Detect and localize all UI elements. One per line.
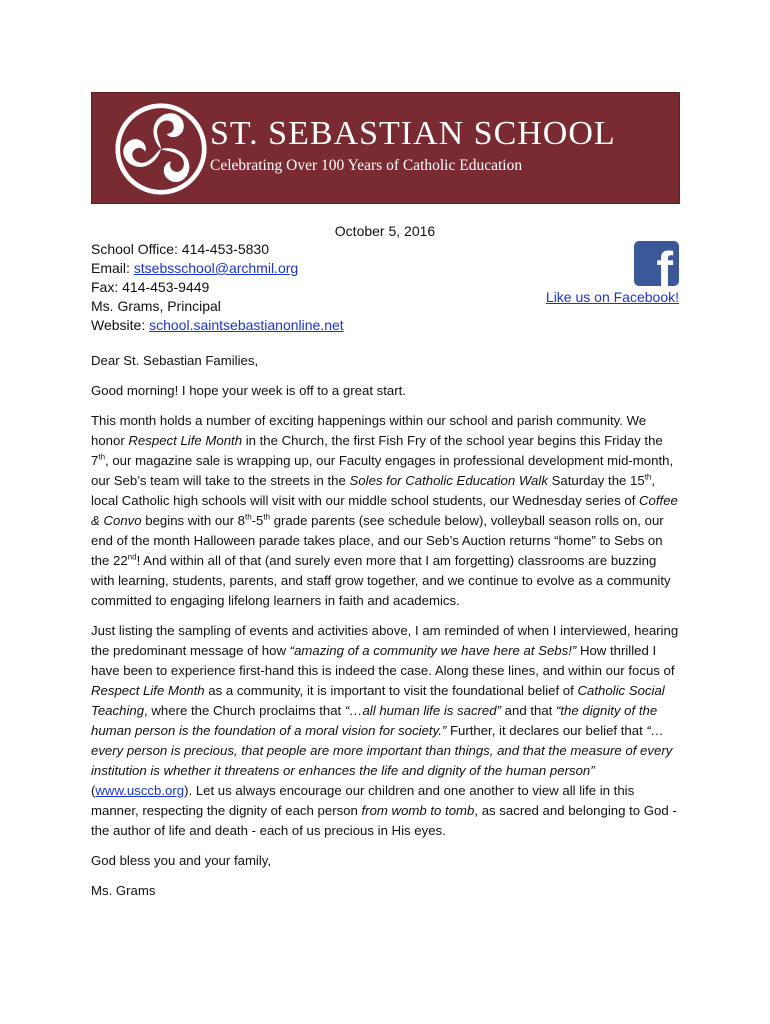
contact-block: [91, 240, 344, 335]
italic-span: Soles for Catholic Education Walk: [349, 473, 548, 488]
school-name: ST. SEBASTIAN SCHOOL: [210, 115, 616, 152]
text-span: , where the Church proclaims that: [144, 703, 345, 718]
text-span: This month holds a number of exciting happenings within our school and parish community. We honor: [91, 413, 647, 448]
italic-span: “the dignity of the human person is the foundation of a moral vision for society.”: [91, 703, 658, 738]
school-banner: [91, 92, 680, 204]
email-line: [91, 259, 344, 278]
paragraph-greeting: Good morning! I hope your week is off to a great start.: [91, 383, 406, 398]
text-span: and that: [501, 703, 556, 718]
text-span: How thrilled I have been to experience first-hand this is indeed the case. Along these lines, and within our focus of: [91, 643, 675, 678]
usccb-link[interactable]: www.usccb.org: [95, 783, 185, 798]
office-phone: School Office: 414-453-5830: [91, 241, 269, 257]
italic-span: Respect Life Month: [128, 433, 243, 448]
text-span: in the Church, the first Fish Fry of the school year begins this Friday the 7: [91, 433, 663, 468]
text-span: grade parents (see schedule below), volleyball season rolls on, our end of the month Halloween parade takes place, and our Seb’s Auction returns “home” to Sebs on the 22: [91, 513, 664, 568]
text-span: , local Catholic high schools will visit with our middle school students, our Wednesday series of: [91, 473, 656, 508]
triskelion-logo-icon: [114, 102, 208, 196]
closing: God bless you and your family,: [91, 853, 272, 868]
text-span: begins with our 8: [141, 513, 245, 528]
text-span: -5: [251, 513, 264, 528]
text-span: Saturday the 15: [547, 473, 645, 488]
text-span: , our magazine sale is wrapping up, our Faculty engages in professional development mid-month, our Seb’s team will take to the streets in the: [91, 453, 674, 488]
text-span: ! And within all of that (and surely even more that I am forgetting) classrooms are buzzing with learning, students, parents, and staff grow together, and we continue to evolve as a community committed to engaging lifelong learners in faith and academics.: [91, 553, 671, 608]
italic-span: Respect Life Month: [91, 683, 205, 698]
italic-span: Coffee & Convo: [91, 493, 678, 528]
school-tagline: Celebrating Over 100 Years of Catholic Education: [210, 157, 523, 174]
facebook-icon[interactable]: f: [634, 241, 679, 286]
text-span: Just listing the sampling of events and activities above, I am reminded of when I interviewed, hearing the predominant message of how: [91, 623, 679, 658]
salutation: Dear St. Sebastian Families,: [91, 353, 259, 368]
text-span: Further, it declares our belief that: [446, 723, 647, 738]
superscript: th: [98, 452, 106, 462]
paragraph-reflection: [91, 621, 683, 841]
website-line: [91, 316, 344, 335]
signature: Ms. Grams: [91, 883, 156, 898]
text-span: (: [91, 783, 96, 798]
text-span: ). Let us always encourage our children and one another to view all life in this manner, respecting the dignity of each person: [91, 783, 635, 818]
letter-date: October 5, 2016: [334, 223, 436, 239]
website-label: Website:: [91, 317, 150, 333]
website-link[interactable]: school.saintsebastianonline.net: [149, 317, 344, 333]
facebook-link[interactable]: Like us on Facebook!: [545, 289, 679, 305]
paragraph-events: [91, 411, 683, 611]
principal-name: Ms. Grams, Principal: [91, 298, 221, 314]
letter-body: [91, 351, 683, 911]
email-link[interactable]: stsebsschool@archmil.org: [133, 260, 299, 276]
italic-span: Catholic Social Teaching: [91, 683, 665, 718]
italic-span: “…every person is precious, that people are more important than things, and that the measure of every institution is whether it threatens or enhances the life and dignity of the human person”: [91, 723, 673, 778]
italic-span: from womb to tomb: [361, 803, 475, 818]
italic-span: “…all human life is sacred”: [344, 703, 501, 718]
superscript: nd: [127, 552, 137, 562]
italic-span: “amazing of a community we have here at Sebs!”: [289, 643, 577, 658]
superscript: th: [263, 512, 271, 522]
fax-number: Fax: 414-453-9449: [91, 279, 210, 295]
email-label: Email:: [91, 260, 134, 276]
text-span: as a community, it is important to visit the foundational belief of: [204, 683, 578, 698]
superscript: th: [644, 472, 652, 482]
text-span: , as sacred and belonging to God - the author of life and death - each of us precious in His eyes.: [91, 803, 677, 838]
superscript: th: [244, 512, 252, 522]
